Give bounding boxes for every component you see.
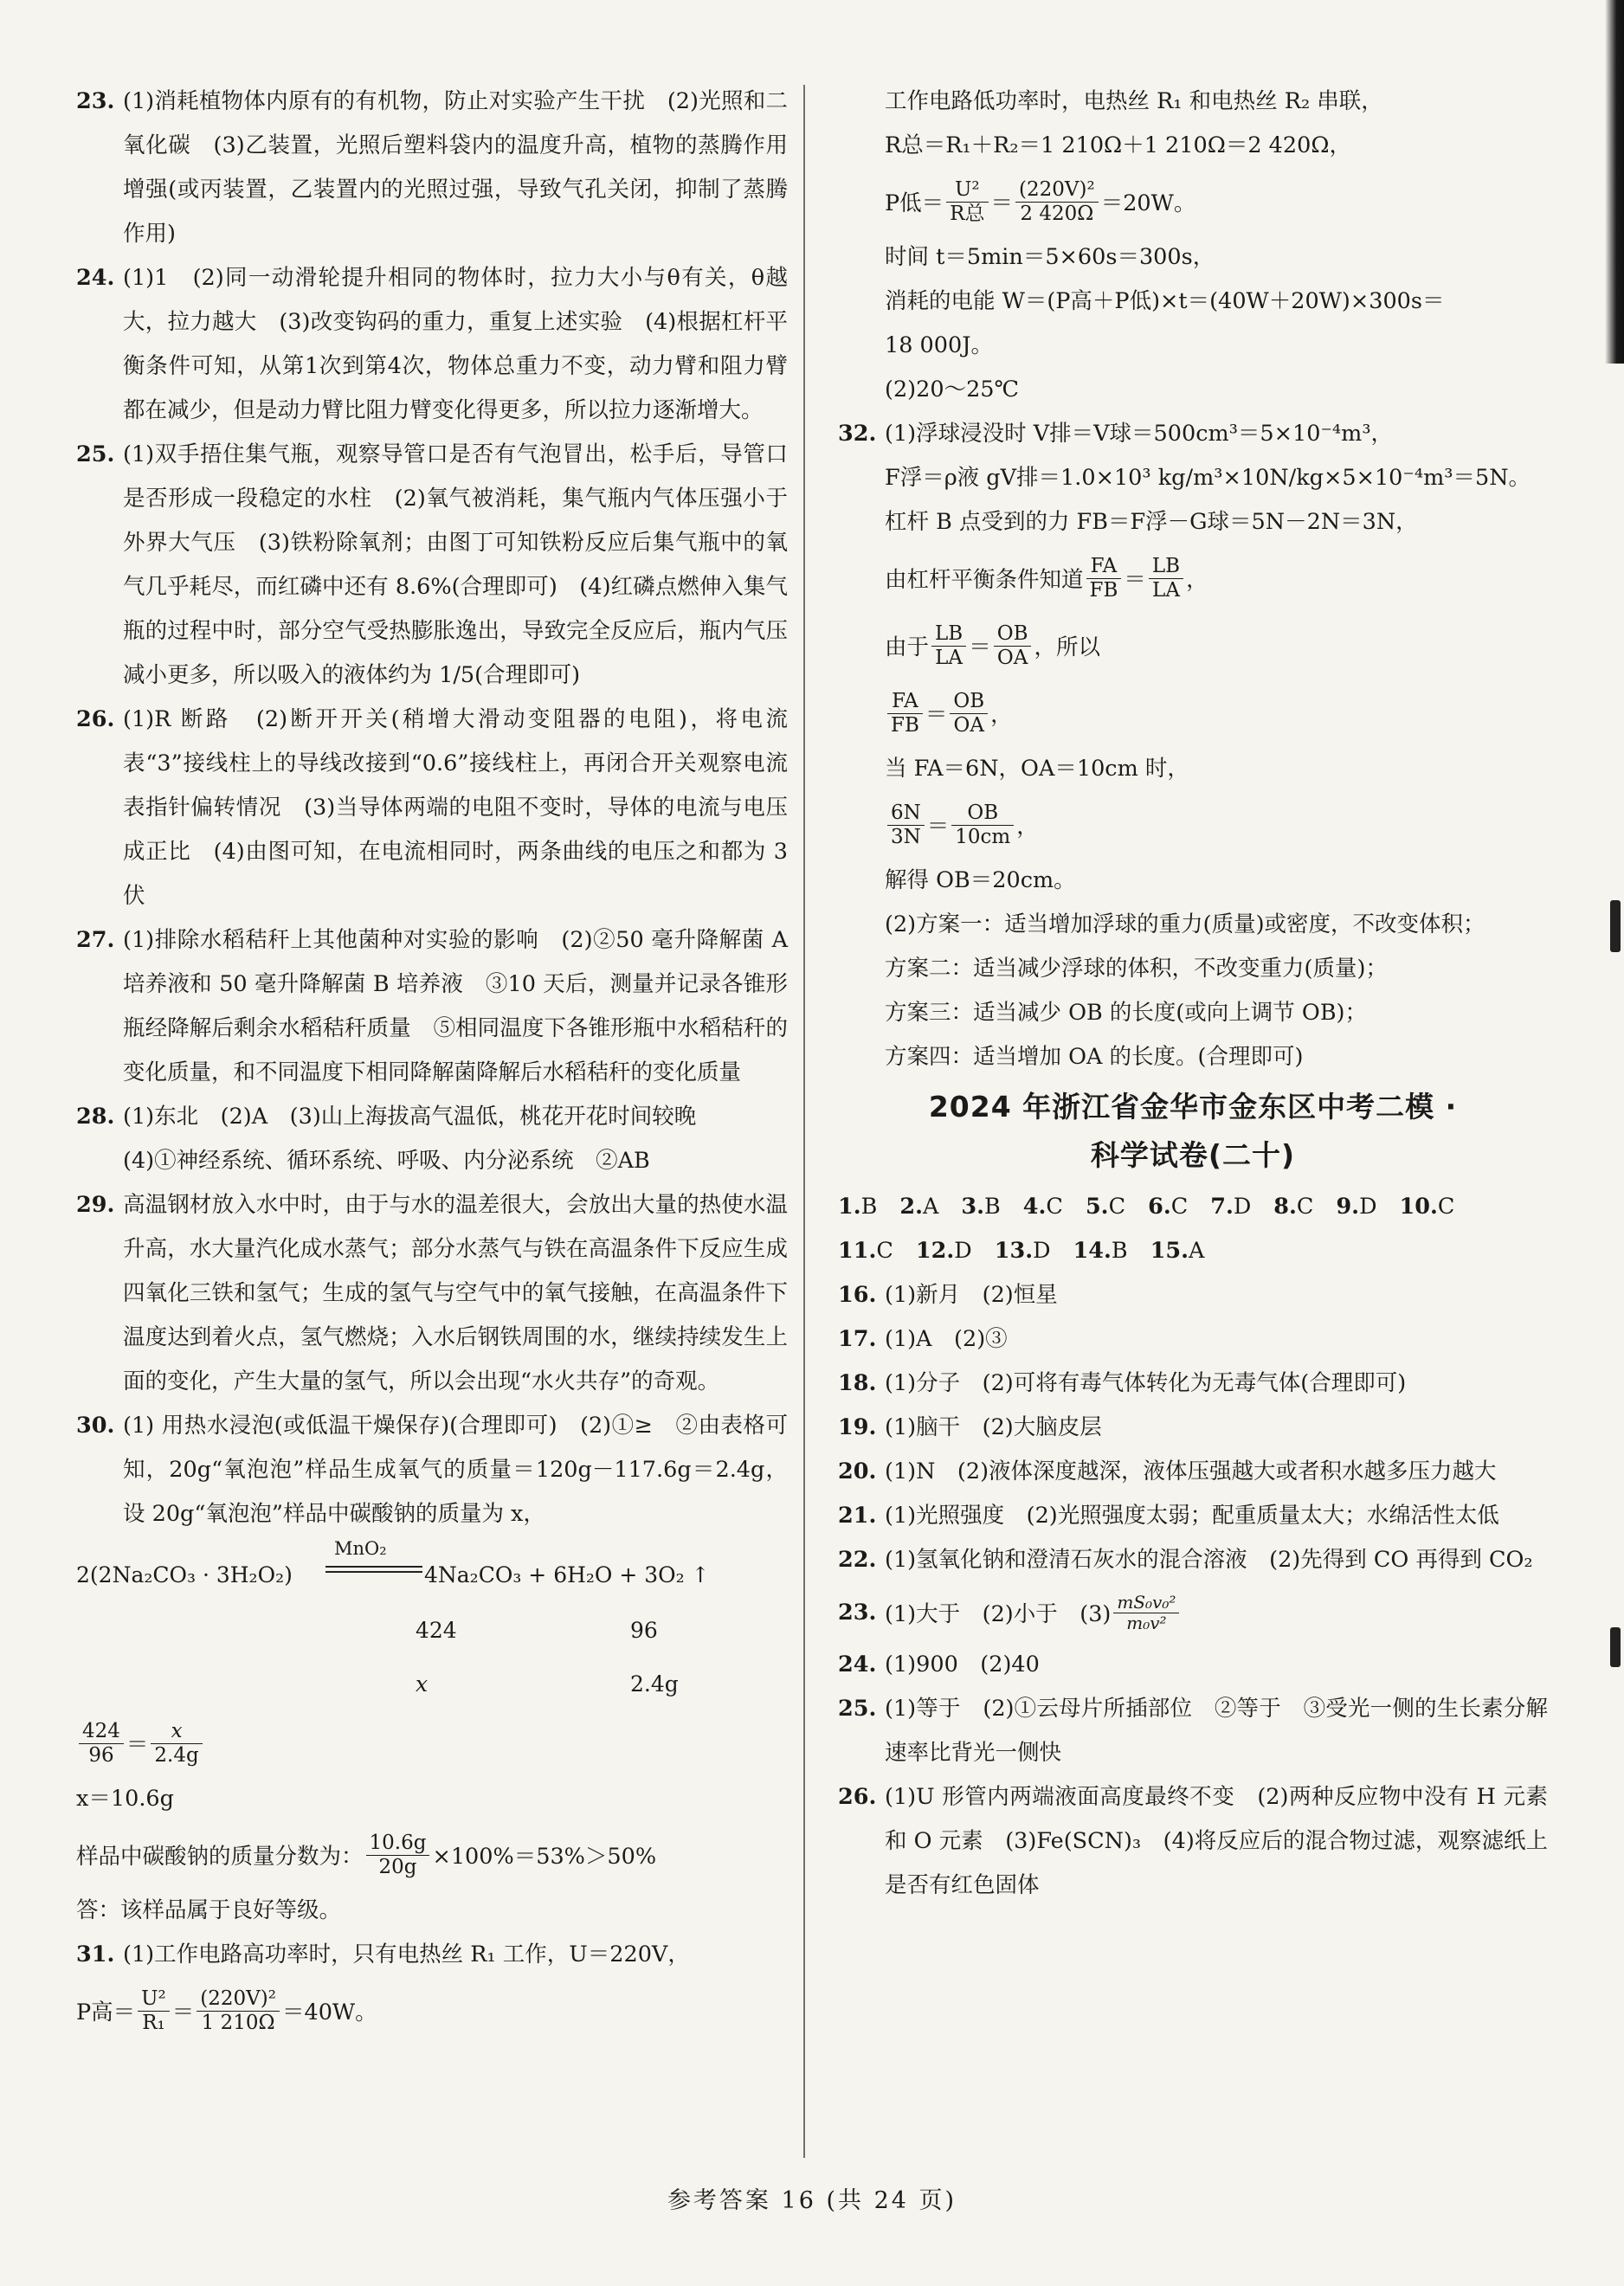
answer-31-line: 消耗的电能 W＝(P高＋P低)×t＝(40W＋20W)×300s＝	[885, 288, 1445, 314]
mc-letter: C	[1170, 1194, 1189, 1220]
mc-answer	[838, 1185, 877, 1229]
answer-31-line: (2)20～25℃	[885, 377, 1020, 402]
scan-edge-mark	[1610, 900, 1621, 952]
mc-number: 8.	[1273, 1194, 1297, 1220]
mc-answer	[1148, 1185, 1188, 1229]
power-high-line: P高＝ $\frac{\text{U²}}{\text{R₁}}$ ＝ $\frac{\text{(220V)²}}{1 210\Omega}$ ＝40W。	[76, 1987, 377, 2034]
x-result: x＝10.6g	[76, 1786, 174, 1812]
mc-answer	[1023, 1185, 1063, 1229]
mc-answer	[961, 1185, 1000, 1229]
lever-line-1: 由杠杆平衡条件知道 $\frac{FA}{FB}$ ＝ $\frac{LB}{LA}$ ，	[885, 555, 1208, 602]
answer-25b: 25. (1)等于 (2)①云母片所插部位 ②等于 ③受光一侧的生长素分解速率比背光一侧快	[838, 1696, 1548, 1766]
mc-answers-row-1	[838, 1185, 1548, 1229]
answer-31-line: 18 000J。	[885, 332, 993, 358]
answer-32-line: 方案二：适当减少浮球的体积，不改变重力(质量)；	[885, 956, 1388, 982]
answer-26b: 26. (1)U 形管内两端液面高度最终不变 (2)两种反应物中没有 H 元素和 O 元素 (3)Fe(SCN)₃ (4)将反应后的混合物过滤，观察滤纸上是否有红色固体	[838, 1784, 1548, 1898]
answer-23b: 23. (1)大于 (2)小于 (3) $\frac{\text{mS₀v₀²}}{\text{m₀v²}}$	[838, 1582, 1548, 1643]
answer-31-line: 时间 t＝5min＝5×60s＝300s，	[885, 244, 1215, 270]
answer-32-line: (2)方案一：适当增加浮球的重力(质量)或密度，不改变体积；	[885, 911, 1485, 937]
page-footer: 参考答案 16 (共 24 页)	[667, 2187, 957, 2214]
chemical-equation: 2(2Na₂CO₃ · 3H₂O₂) MnO₂ 4Na₂CO₃ + 6H₂O + 3O₂ ↑ 424 96	[76, 1538, 710, 1643]
mc-answer	[1210, 1185, 1251, 1229]
answer-30: 30. (1) 用热水浸泡(或低温干燥保存)(合理即可) (2)①≥ ②由表格可知，20g“氧泡泡”样品生成氧气的质量＝120g－117.6g＝2.4g，设 20g“氧泡泡”样品中碳酸钠的质量为 x，	[76, 1413, 788, 1527]
mc-answer	[916, 1229, 972, 1273]
answer-32-line: 方案三：适当减少 OB 的长度(或向上调节 OB)；	[885, 1000, 1368, 1026]
answer-30-conclusion: 答：该样品属于良好等级。	[76, 1897, 342, 1923]
mc-number: 3.	[961, 1194, 985, 1220]
mc-letter: C	[1046, 1194, 1063, 1220]
mc-number: 2.	[899, 1194, 923, 1220]
answer-22: 22. (1)氢氧化钠和澄清石灰水的混合溶液 (2)先得到 CO 再得到 CO₂	[838, 1547, 1533, 1573]
answer-32-line: F浮＝ρ液 gV排＝1.0×10³ kg/m³×10N/kg×5×10⁻⁴m³＝5N。	[885, 465, 1531, 491]
mc-letter: B	[984, 1194, 1001, 1220]
answer-25: 25. (1)双手捂住集气瓶，观察导管口是否有气泡冒出，松手后，导管口是否形成一段稳定的水柱 (2)氧气被消耗，集气瓶内气体压强小于外界大气压 (3)铁粉除氧剂；由图丁可知铁粉反应后集气瓶中的氧气几乎耗尽，而红磷中还有 8.6%(合理即可) (4)红磷点燃伸入集气瓶的过程中时，部分空气受热膨胀逸出，导致完全反应后，瓶内气压减小更多，所以吸入的液体约为 1/5(合理即可)	[76, 441, 788, 688]
mc-letter: A	[923, 1194, 939, 1220]
mc-answer	[1150, 1229, 1205, 1273]
mc-letter: D	[1233, 1194, 1252, 1220]
section-title: 2024 年浙江省金华市金东区中考二模 · 科学试卷(二十)	[928, 1090, 1458, 1172]
mc-answers-row-2	[838, 1229, 1548, 1273]
answer-27: 27. (1)排除水稻秸秆上其他菌种对实验的影响 (2)②50 毫升降解菌 A 培养液和 50 毫升降解菌 B 培养液 ③10 天后，测量并记录各锥形瓶经降解后剩余水稻秸秆质量 ⑤相同温度下各锥形瓶中水稻秸秆的变化质量，和不同温度下相同降解菌降解后水稻秸秆的变化质量	[76, 927, 788, 1085]
equation-unknowns: x 2.4g	[416, 1671, 679, 1697]
mc-answer	[995, 1229, 1051, 1273]
answer-24: 24. (1)1 (2)同一动滑轮提升相同的物体时，拉力大小与θ有关，θ越大，拉力越大 (3)改变钩码的重力，重复上述实验 (4)根据杠杆平衡条件可知，从第1次到第4次，物体总重力不变，动力臂和阻力臂都在减少，但是动力臂比阻力臂变化得更多，所以拉力逐渐增大。	[76, 265, 788, 423]
mc-letter: C	[1437, 1194, 1455, 1220]
answer-20: 20. (1)N (2)液体深度越深，液体压强越大或者积水越多压力越大	[838, 1459, 1497, 1484]
answer-31-line: R总＝R₁＋R₂＝1 210Ω＋1 210Ω＝2 420Ω，	[885, 132, 1351, 158]
answer-32-line: 解得 OB＝20cm。	[885, 867, 1076, 893]
reaction-arrow	[325, 1571, 422, 1573]
right-column	[838, 80, 1548, 1908]
lever-line-4: $\frac{6N}{3N}$ ＝ $\frac{OB}{10cm}$ ，	[838, 791, 1548, 859]
answer-29: 29. 高温钢材放入水中时，由于与水的温差很大，会放出大量的热使水温升高，水大量汽化成水蒸气；部分水蒸气与铁在高温条件下反应生成四氧化三铁和氢气；生成的氢气与空气中的氧气接触，在高温条件下温度达到着火点，氢气燃烧；入水后钢铁周围的水，继续持续发生上面的变化，产生大量的氢气，所以会出现“水火共存”的奇观。	[76, 1192, 788, 1394]
mc-number: 15.	[1150, 1238, 1189, 1264]
mc-letter: C	[1296, 1194, 1314, 1220]
answer-26: 26. (1)R 断路 (2)断开开关(稍增大滑动变阻器的电阻)，将电流表“3”接线柱上的导线改接到“0.6”接线柱上，再闭合开关观察电流表指针偏转情况 (3)当导体两端的电阻不变时，导体的电流与电压成正比 (4)由图可知，在电流相同时，两条曲线的电压之和都为 3 伏	[76, 706, 788, 909]
mc-number: 9.	[1336, 1194, 1360, 1220]
mc-letter: D	[1359, 1194, 1377, 1220]
mc-number: 6.	[1148, 1194, 1171, 1220]
answer-32-line: 方案四：适当增加 OA 的长度。(合理即可)	[885, 1044, 1304, 1070]
answer-32-line: 当 FA＝6N，OA＝10cm 时，	[885, 756, 1189, 782]
scan-edge-mark	[1610, 1627, 1621, 1667]
answer-24b: 24. (1)900 (2)40	[838, 1652, 1040, 1677]
mc-letter: D	[954, 1238, 972, 1264]
answer-18: 18. (1)分子 (2)可将有毒气体转化为无毒气体(合理即可)	[838, 1370, 1407, 1396]
answer-28: 28. (1)东北 (2)A (3)山上海拔高气温低，桃花开花时间较晚 (4)①神经系统、循环系统、呼吸、内分泌系统 ②AB	[76, 1104, 697, 1174]
mc-letter: B	[860, 1194, 878, 1220]
mc-answer	[838, 1229, 893, 1273]
mc-number: 4.	[1022, 1194, 1047, 1220]
mc-number: 10.	[1399, 1194, 1438, 1220]
answer-19: 19. (1)脑干 (2)大脑皮层	[838, 1414, 1102, 1440]
answer-32: 32. (1)浮球浸没时 V排＝V球＝500cm³＝5×10⁻⁴m³，	[838, 421, 1394, 447]
mc-letter: A	[1189, 1238, 1205, 1264]
scan-edge-shadow	[1605, 0, 1624, 364]
answer-31: 31. (1)工作电路高功率时，只有电热丝 R₁ 工作，U＝220V，	[76, 1941, 690, 1967]
ratio-line: $\frac{424}{96}$ ＝ $\frac{x}{2.4g}$	[76, 1710, 788, 1777]
mc-number: 7.	[1210, 1194, 1234, 1220]
mc-number: 5.	[1085, 1194, 1109, 1220]
mc-answer	[1336, 1185, 1376, 1229]
left-column	[76, 80, 788, 2045]
mc-answer	[1400, 1185, 1455, 1229]
mc-number: 12.	[915, 1238, 955, 1264]
answer-31-line: 工作电路低功率时，电热丝 R₁ 和电热丝 R₂ 串联，	[885, 88, 1383, 114]
power-low-line: P低＝ $\frac{\text{U²}}{\text{R总}}$ ＝ $\frac{\text{(220V)²}}{2 420\Omega}$ ＝20W。	[885, 178, 1196, 225]
mc-number: 13.	[994, 1238, 1034, 1264]
answer-16: 16. (1)新月 (2)恒星	[838, 1282, 1058, 1308]
mc-answer	[1273, 1185, 1313, 1229]
lever-line-2: 由于 $\frac{LB}{LA}$ ＝ $\frac{OB}{OA}$ ，所以	[885, 622, 1100, 669]
mc-letter: C	[1108, 1194, 1126, 1220]
answer-21: 21. (1)光照强度 (2)光照强度太弱；配重质量太大；水绵活性太低	[838, 1503, 1499, 1529]
answer-17: 17. (1)A (2)③	[838, 1326, 1008, 1352]
reaction-arrow	[325, 1566, 422, 1568]
mc-number: 11.	[838, 1238, 877, 1264]
answer-32-line: 杠杆 B 点受到的力 FB＝F浮－G球＝5N－2N＝3N，	[885, 509, 1418, 535]
column-divider	[803, 85, 805, 2158]
mc-answer	[1073, 1229, 1128, 1273]
percent-line: 样品中碳酸钠的质量分数为： $\frac{10.6g}{20g}$ ×100%＝53%＞50%	[76, 1832, 657, 1878]
answer-23: 23. (1)消耗植物体内原有的有机物，防止对实验产生干扰 (2)光照和二氧化碳 (3)乙装置，光照后塑料袋内的温度升高，植物的蒸腾作用增强(或丙装置，乙装置内的光照过强，导致气孔关闭，抑制了蒸腾作用)	[76, 88, 788, 247]
mc-letter: C	[876, 1238, 893, 1264]
mc-answer	[899, 1185, 938, 1229]
mc-number: 1.	[838, 1194, 861, 1220]
lever-line-3: $\frac{FA}{FB}$ ＝ $\frac{OB}{OA}$ ，	[838, 679, 1548, 747]
mc-number: 14.	[1073, 1238, 1112, 1264]
mc-letter: D	[1033, 1238, 1051, 1264]
mc-letter: B	[1111, 1238, 1128, 1264]
mc-answer	[1086, 1185, 1125, 1229]
